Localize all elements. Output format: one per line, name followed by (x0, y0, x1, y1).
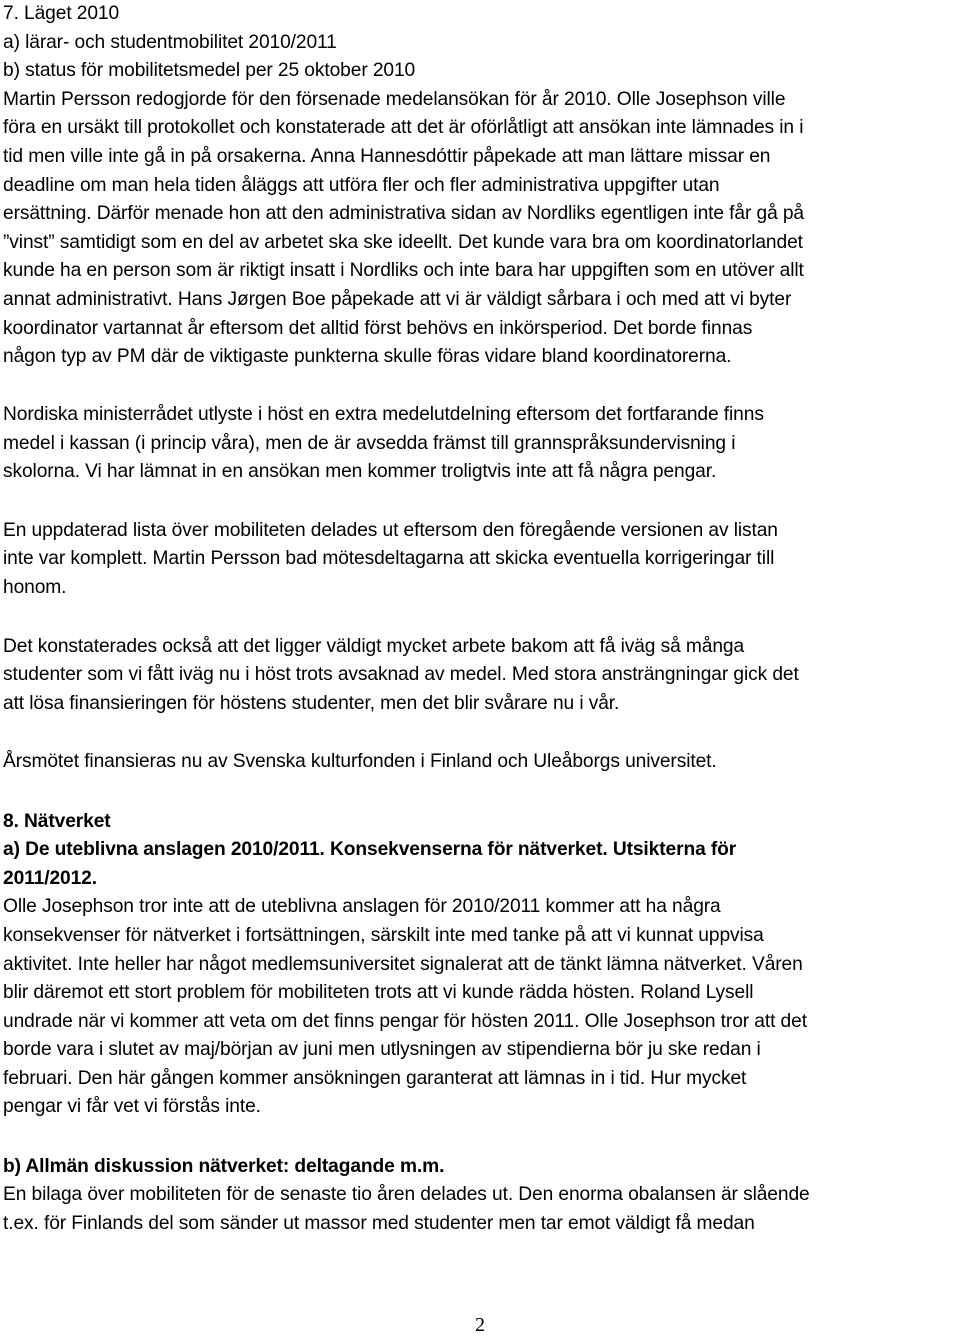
paragraph-line: ”vinst” samtidigt som en del av arbetet ska ske ideellt. Det kunde vara bra om koordinatorlandet (3, 231, 803, 253)
section-7-paragraph-5 (3, 748, 957, 777)
paragraph-line: Olle Josephson tror inte att de uteblivna anslagen för 2010/2011 kommer att ha några (3, 896, 721, 918)
paragraph-line: Årsmötet finansieras nu av Svenska kulturfonden i Finland och Uleåborgs universitet. (3, 751, 717, 773)
section-8 (3, 808, 957, 1123)
paragraph-line: borde vara i slutet av maj/början av juni men utlysningen av stipendierna bör ju ske redan i (3, 1039, 761, 1061)
paragraph-line: annat administrativt. Hans Jørgen Boe påpekade att vi är väldigt sårbara i och med att vi byter (3, 288, 792, 310)
paragraph-line: t.ex. för Finlands del som sänder ut massor med studenter men tar emot väldigt få medan (3, 1212, 755, 1234)
section-7-paragraph-1 (3, 86, 957, 372)
paragraph-line: föra en ursäkt till protokollet och konstaterade att det är oförlåtligt att ansökan inte lämnades in i (3, 117, 804, 139)
section-8-part-b (3, 1153, 957, 1239)
paragraph-line: pengar vi får vet vi förstås inte. (3, 1096, 261, 1118)
section-7-subheading-b: b) status för mobilitetsmedel per 25 oktober 2010 (3, 60, 416, 82)
paragraph-line: februari. Den här gången kommer ansökningen garanterat att lämnas in i tid. Hur mycket (3, 1067, 747, 1089)
paragraph-line: blir däremot ett stort problem för mobiliteten trots att vi kunde rädda hösten. Roland Lysell (3, 982, 754, 1004)
section-7-heading: 7. Läget 2010 (3, 3, 120, 24)
paragraph-line: medel i kassan (i princip våra), men de är avsedda främst till grannspråksundervisning i (3, 432, 736, 454)
paragraph-line: deadline om man hela tiden åläggs att utföra fler och fler administrativa uppgifter utan (3, 174, 720, 196)
section-7-paragraph-4 (3, 633, 957, 719)
paragraph-line: aktivitet. Inte heller har något medlemsuniversitet signalerat att de tänkt lämna nätverket. Våren (3, 953, 803, 975)
paragraph-line: koordinator vartannat år eftersom det alltid först behövs en inkörsperiod. Det borde finnas (3, 317, 753, 339)
section-8-paragraph-b (3, 1181, 957, 1238)
section-8-subheading-b: b) Allmän diskussion nätverket: deltagande m.m. (3, 1155, 445, 1177)
section-7-paragraph-2 (3, 401, 957, 487)
paragraph-line: En bilaga över mobiliteten för de senaste tio åren delades ut. Den enorma obalansen är slående (3, 1184, 810, 1206)
paragraph-line: Det konstaterades också att det ligger väldigt mycket arbete bakom att få iväg så många (3, 635, 745, 657)
section-7-subheading-a: a) lärar- och studentmobilitet 2010/2011 (3, 31, 337, 53)
paragraph-line: skolorna. Vi har lämnat in en ansökan men kommer troligtvis inte att få några pengar. (3, 461, 717, 483)
paragraph-line: inte var komplett. Martin Persson bad mötesdeltagarna att skicka eventuella korrigeringar till (3, 548, 775, 570)
paragraph-line: någon typ av PM där de viktigaste punkterna skulle föras vidare bland koordinatorerna. (3, 346, 732, 368)
paragraph-line: att lösa finansieringen för höstens studenter, men det blir svårare nu i vår. (3, 692, 620, 714)
document-body (3, 0, 957, 1238)
section-8-subheading-a-continued: 2011/2012. (3, 867, 97, 889)
paragraph-line: ersättning. Därför menade hon att den administrativa sidan av Nordliks egentligen inte får gå på (3, 203, 805, 225)
paragraph-line: konsekvenser för nätverket i fortsättningen, särskilt inte med tanke på att vi kunnat uppvisa (3, 924, 764, 946)
paragraph-line: tid men ville inte gå in på orsakerna. Anna Hannesdóttir påpekade att man lättare missar en (3, 145, 771, 167)
paragraph-line: En uppdaterad lista över mobiliteten delades ut eftersom den föregående versionen av listan (3, 519, 778, 541)
paragraph-line: studenter som vi fått iväg nu i höst trots avsaknad av medel. Med stora ansträngningar gick det (3, 664, 799, 686)
page-number: 2 (475, 1314, 485, 1336)
section-7-paragraph-3 (3, 517, 957, 603)
section-8-paragraph-a (3, 893, 957, 1122)
paragraph-line: Nordiska ministerrådet utlyste i höst en extra medelutdelning eftersom det fortfarande finns (3, 404, 764, 426)
section-8-subheading-a: a) De uteblivna anslagen 2010/2011. Konsekvenserna för nätverket. Utsikterna för (3, 839, 737, 861)
paragraph-line: undrade när vi kommer att veta om det finns pengar för hösten 2011. Olle Josephson tror att det (3, 1010, 807, 1032)
paragraph-line: kunde ha en person som är riktigt insatt i Nordliks och inte bara har uppgiften som en utöver allt (3, 260, 804, 282)
paragraph-line: Martin Persson redogjorde för den försenade medelansökan för år 2010. Olle Josephson ville (3, 88, 786, 110)
paragraph-line: honom. (3, 577, 67, 599)
section-8-heading: 8. Nätverket (3, 810, 111, 832)
